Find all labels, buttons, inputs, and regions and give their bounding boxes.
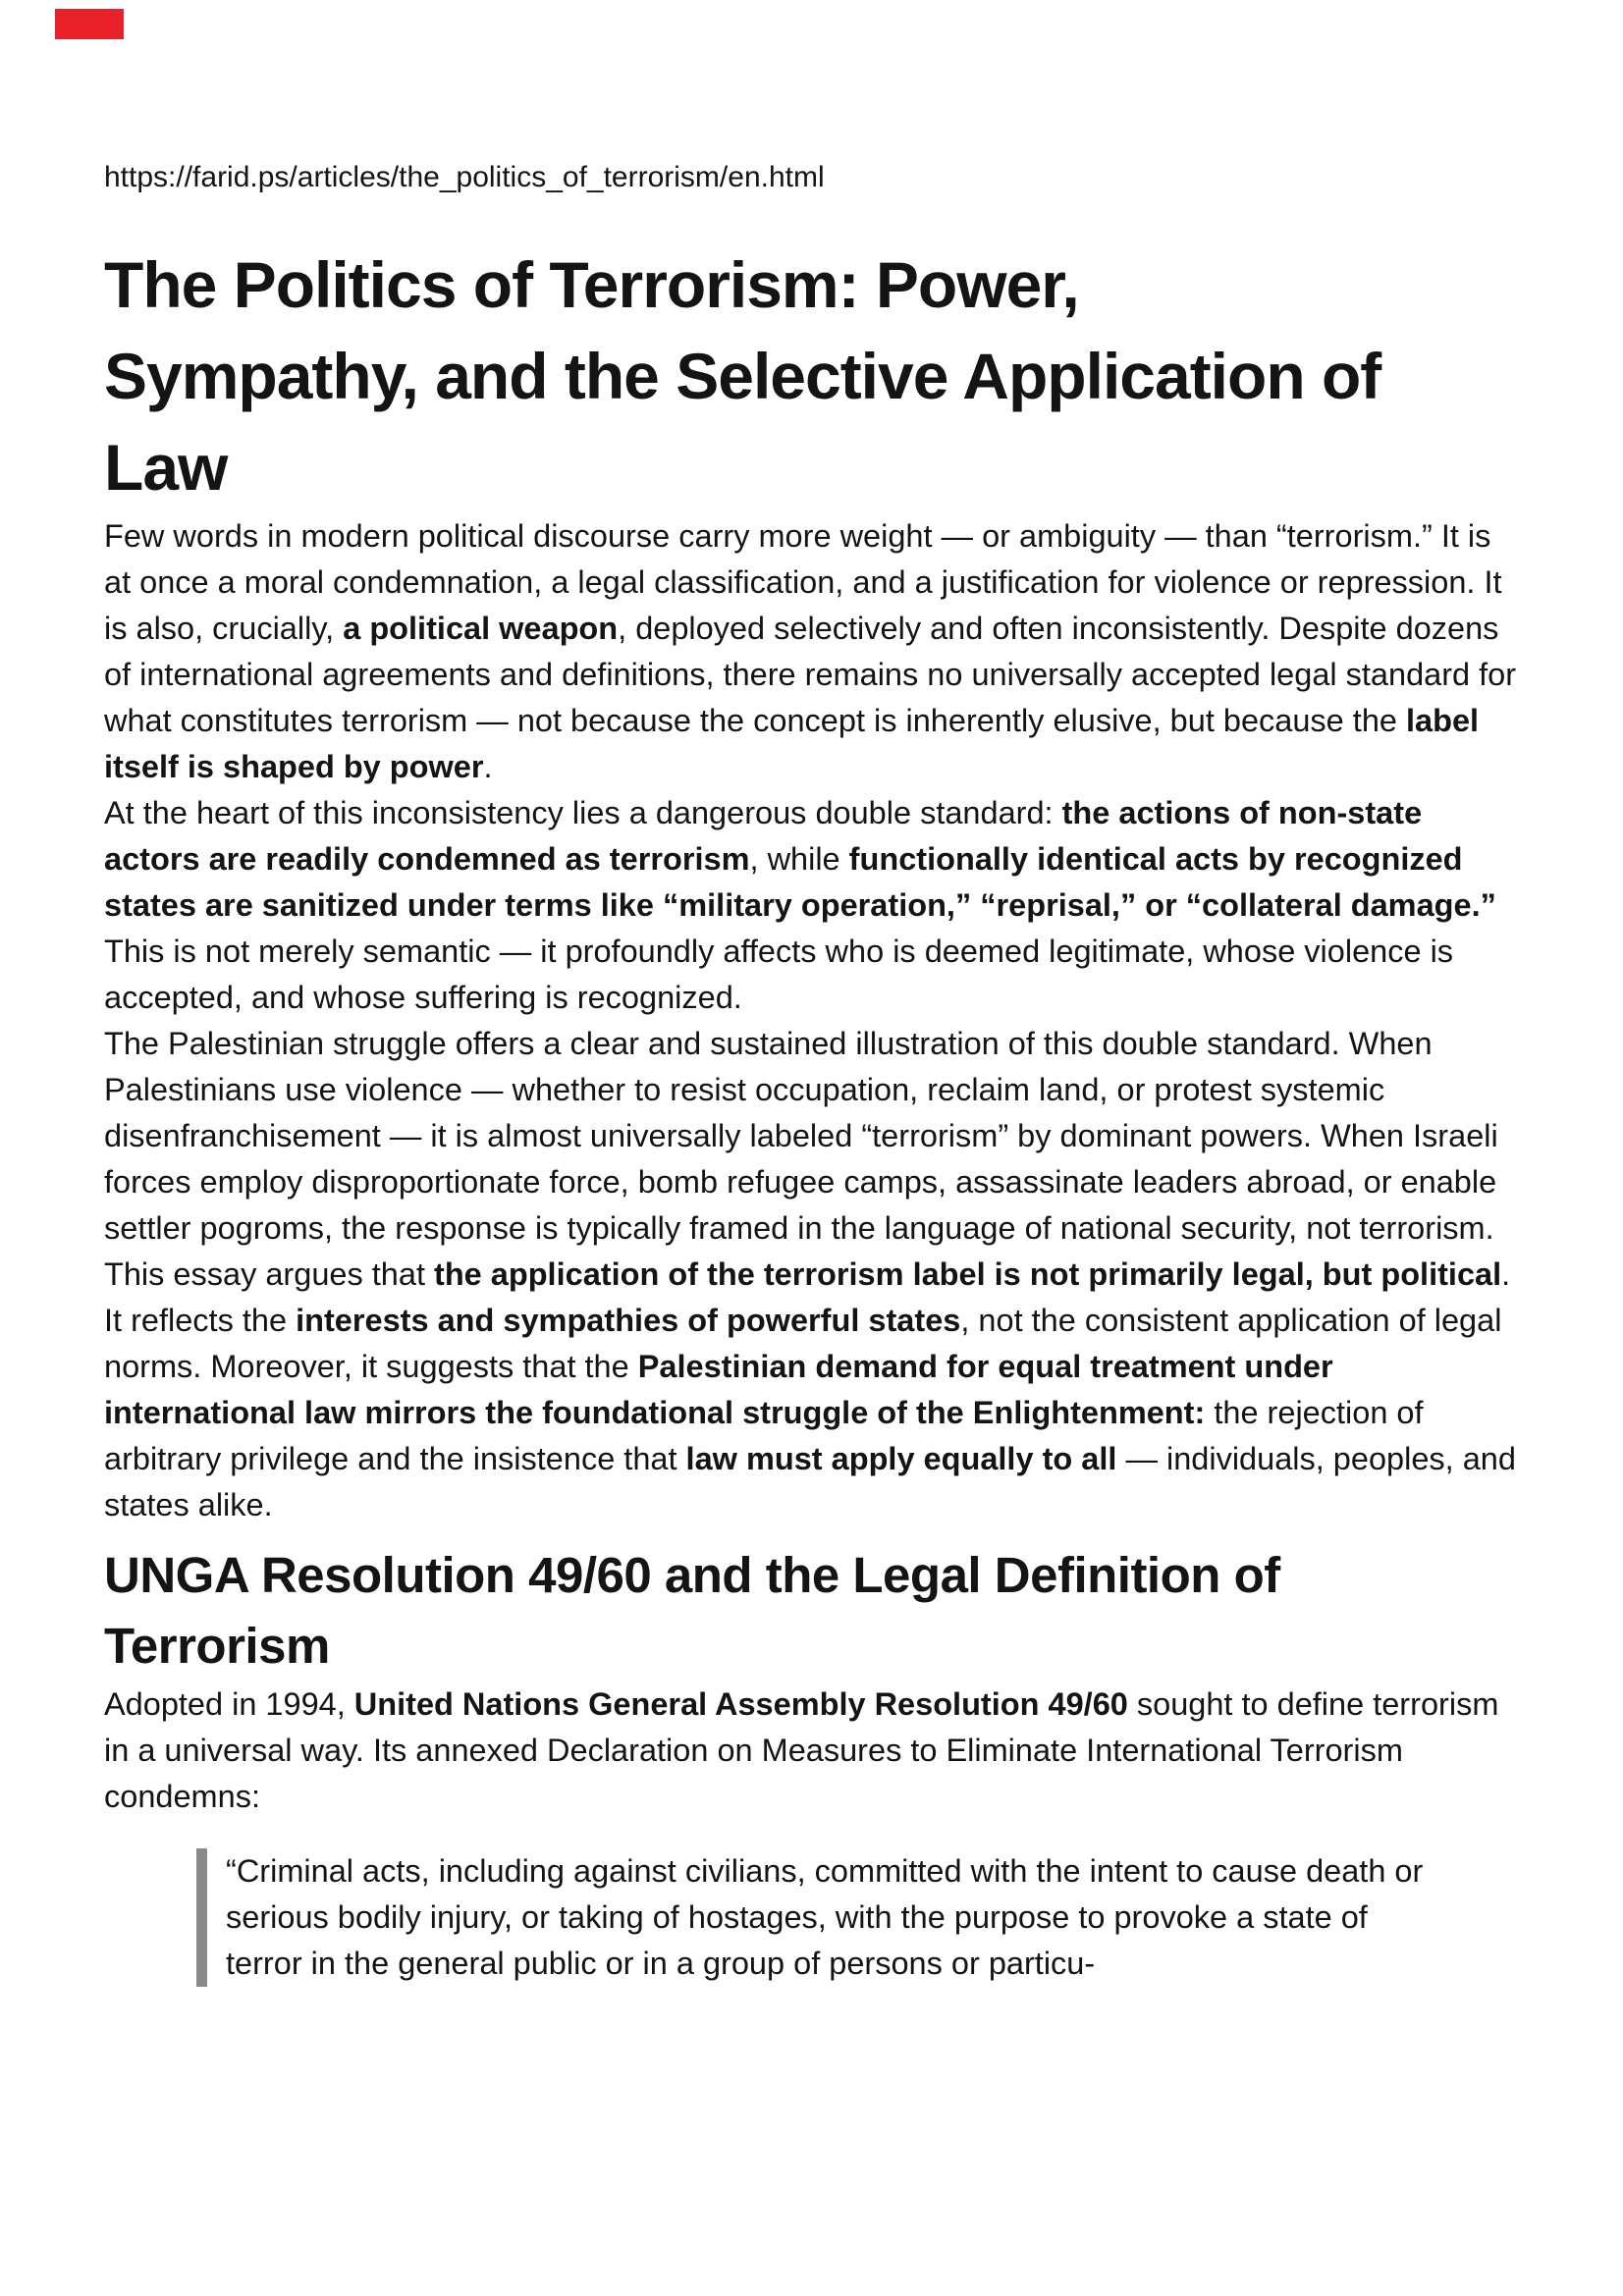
bold-text-run: the actions of non-state actors are readily condemned as terrorism [104, 795, 1423, 877]
text-run: At the heart of this inconsistency lies a dangerous double standard: [104, 795, 1062, 830]
text-run: This essay argues that [104, 1256, 434, 1292]
text-run: , deployed selectively and often inconsistently. Despite dozens of international agreements and definitions, there remains no universally accepted legal standard for what constitutes terrorism — not because the concept is inherently elusive, but because the [104, 611, 1517, 738]
text-run: sought to define terrorism in a universal way. Its annexed Declaration on Measures to Eliminate International Terrorism condemns: [104, 1686, 1499, 1814]
bold-text-run: interests and sympathies of powerful states [296, 1303, 961, 1338]
bold-text-run: label itself is shaped by power [104, 703, 1480, 784]
page-url: https://farid.ps/articles/the_politics_of_terrorism/en.html [104, 161, 825, 193]
bold-text-run: the application of the terrorism label is not primarily legal, but political [434, 1256, 1502, 1292]
text-run: Adopted in 1994, [104, 1686, 354, 1722]
text-run: . [483, 749, 493, 784]
paragraph-double-standard [104, 790, 1522, 1021]
section-title: UNGA Resolution 49/60 and the Legal Definition of Terrorism [104, 1547, 1280, 1674]
text-run: — individuals, peoples, and states alike. [104, 1441, 1516, 1522]
paragraph-palestinian-struggle [104, 1021, 1522, 1252]
paragraph-intro [104, 513, 1522, 790]
quote-block [196, 1848, 1429, 1987]
bold-text-run: Palestinian demand for equal treatment under international law mirrors the foundational struggle of the Enlightenment: [104, 1349, 1333, 1430]
bold-text-run: United Nations General Assembly Resolution 49/60 [353, 1686, 1128, 1722]
text-run: . It reflects the [104, 1256, 1511, 1338]
quote-text: “Criminal acts, including against civilians, committed with the intent to cause death or serious bodily injury, or taking of hostages, with the purpose to provoke a state of terror in the general public or in a group of persons or particu- [226, 1853, 1424, 1981]
text-run: the rejection of arbitrary privilege and the insistence that [104, 1395, 1424, 1476]
text-run: The Palestinian struggle offers a clear and sustained illustration of this double standard. When Palestinians use violence — whether to resist occupation, reclaim land, or protest systemic disenfranchisement — it is almost universally labeled “terrorism” by dominant powers. When Israeli forces employ disproportionate force, bomb refugee camps, assassinate leaders abroad, or enable settler pogroms, the response is typically framed in the language of national security, not terrorism. [104, 1026, 1498, 1246]
paragraph-essay-thesis [104, 1252, 1522, 1528]
article-title: The Politics of Terrorism: Power, Sympathy, and the Selective Application of Law [104, 248, 1381, 504]
paragraph-unga-resolution [104, 1682, 1522, 1820]
bold-text-run: law must apply equally to all [685, 1441, 1117, 1476]
text-run: This is not merely semantic — it profoundly affects who is deemed legitimate, whose violence is accepted, and whose suffering is recognized. [104, 934, 1454, 1015]
text-run: , not the consistent application of legal norms. Moreover, it suggests that the [104, 1303, 1502, 1384]
text-run: Few words in modern political discourse carry more weight — or ambiguity — than “terrorism.” It is at once a moral condemnation, a legal classification, and a justification for violence or repression. It is also, crucially, [104, 518, 1502, 646]
text-run: , while [749, 841, 849, 877]
bold-text-run: functionally identical acts by recognized states are sanitized under terms like “military operation,” “reprisal,” or “collateral damage.” [104, 841, 1496, 923]
bold-text-run: a political weapon [343, 611, 619, 646]
